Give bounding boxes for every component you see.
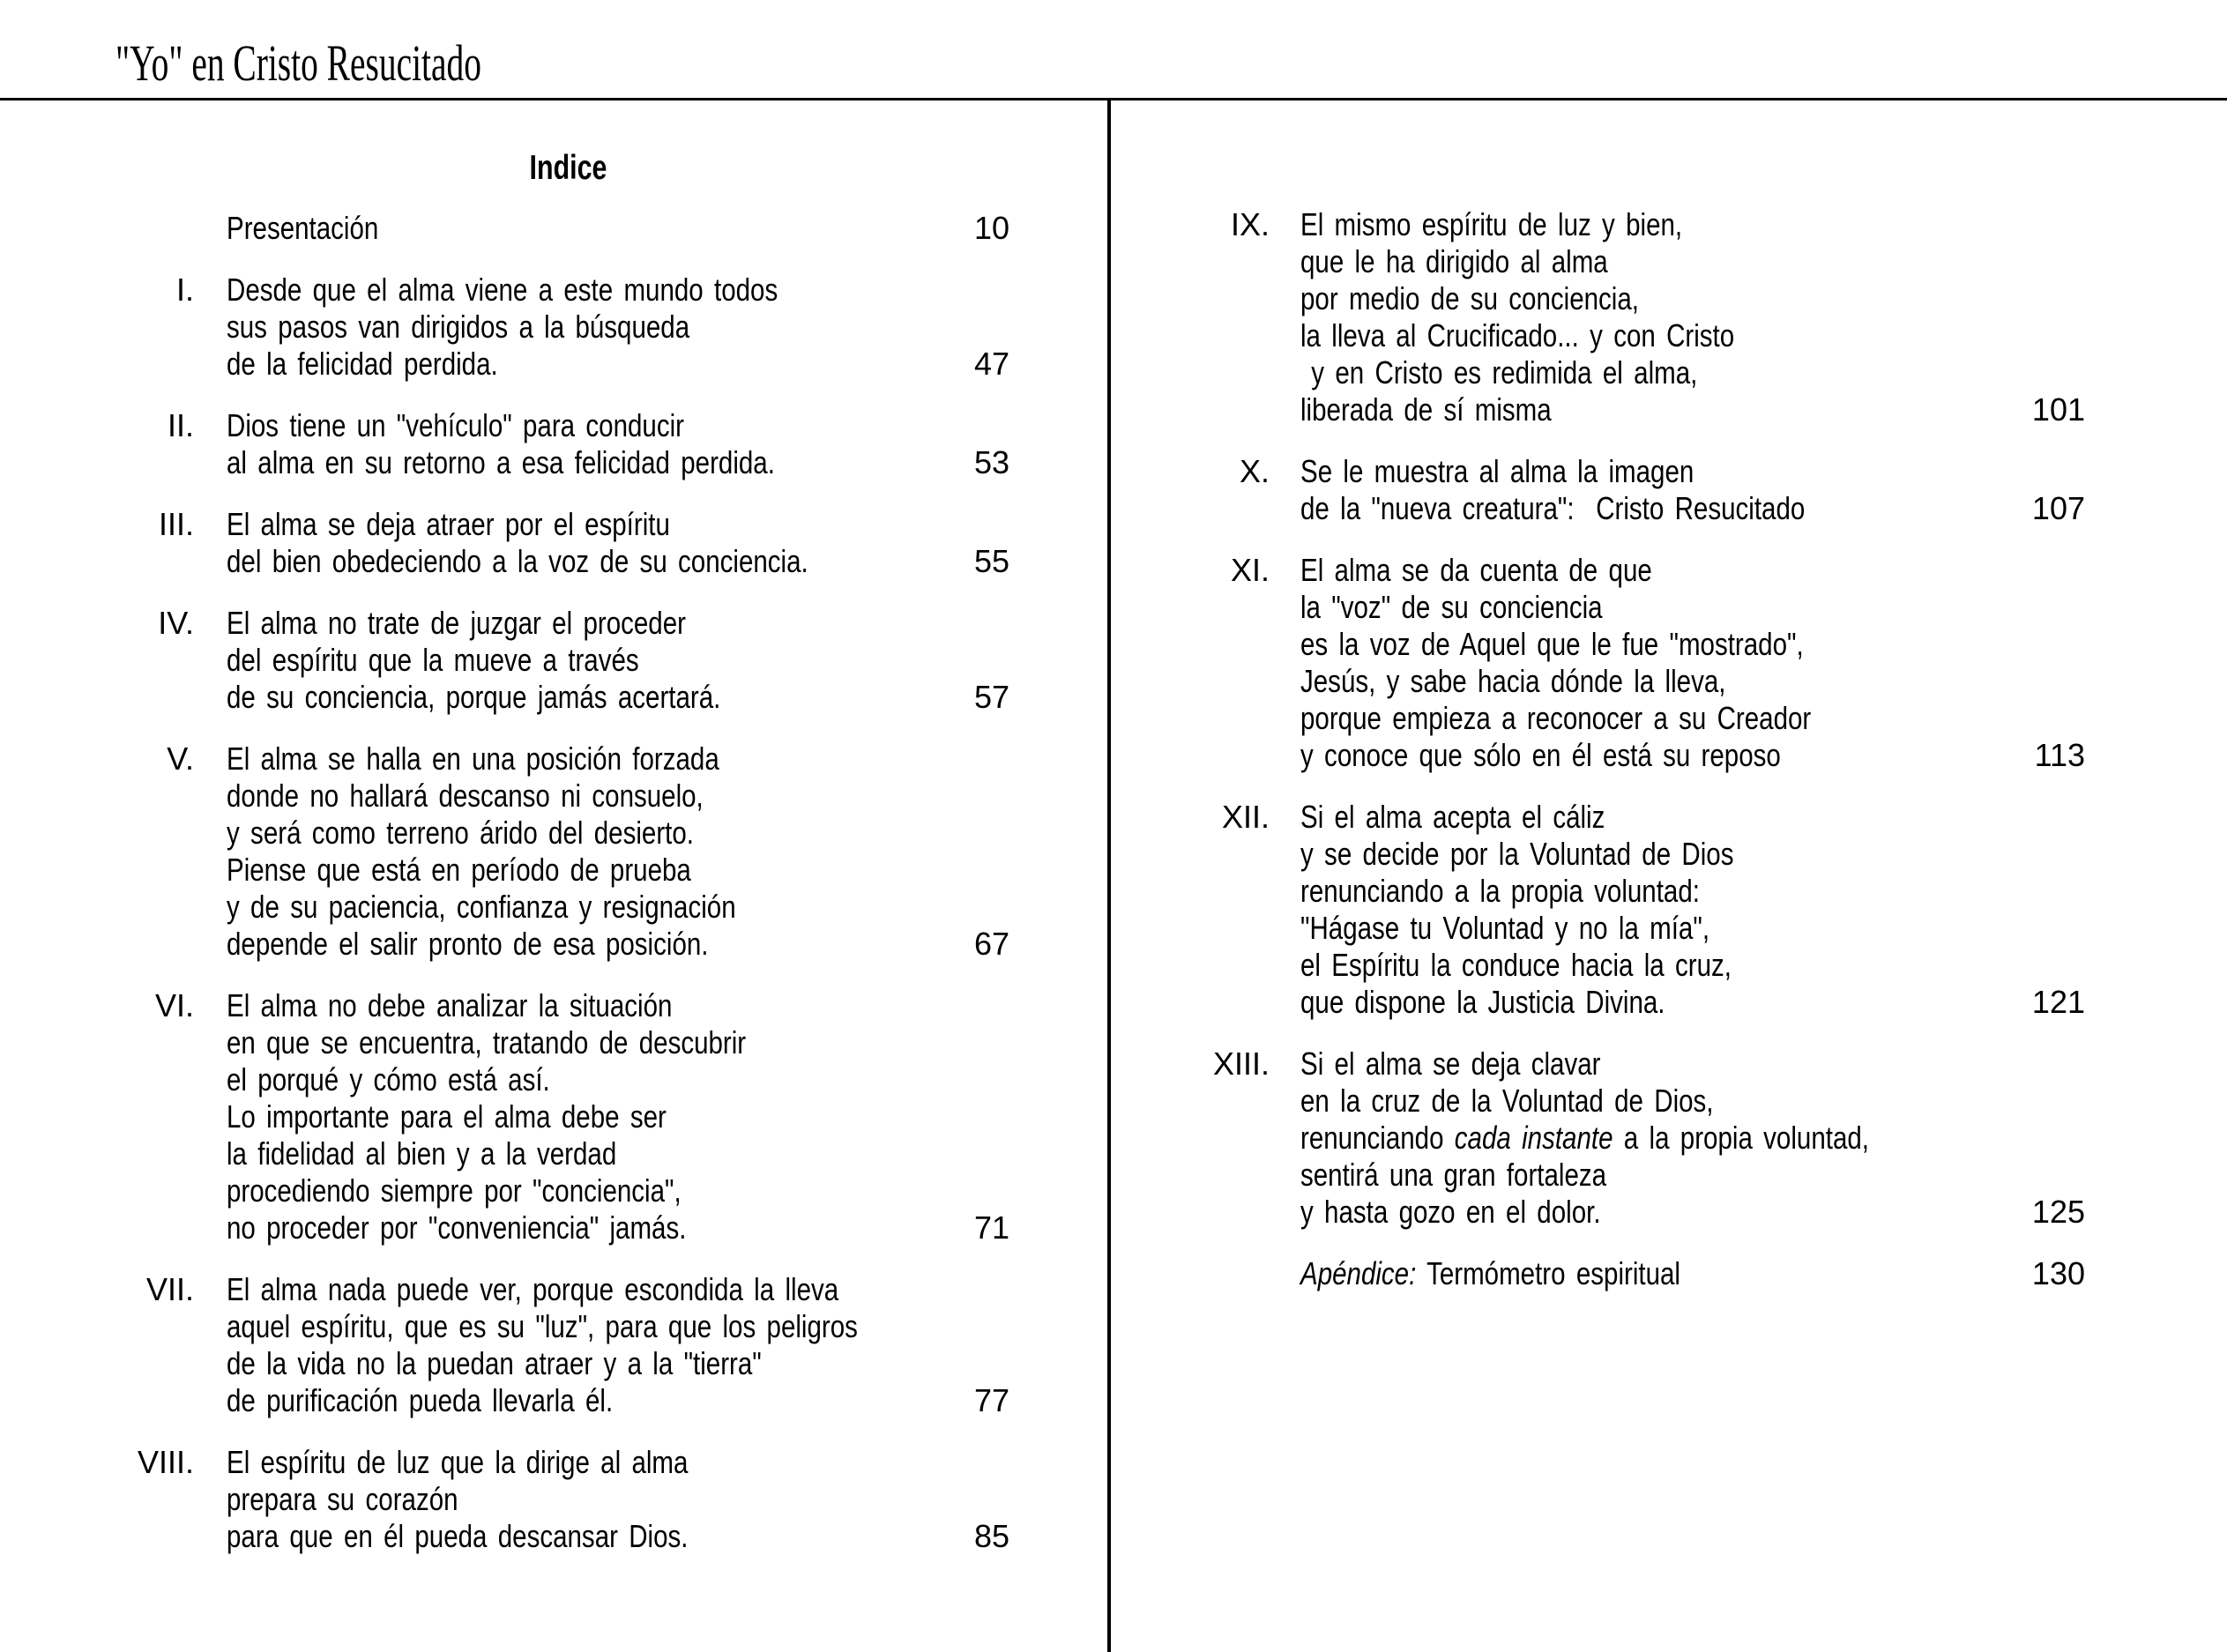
entry-numeral: X.	[1239, 453, 1270, 489]
toc-entry	[88, 987, 1009, 1246]
entry-lines	[1300, 552, 2035, 774]
entry-line: y en Cristo es redimida el alma,	[1300, 354, 1698, 391]
entry-line: y conoce que sólo en él está su reposo	[1300, 737, 1781, 773]
entry-line: Si el alma se deja clavar	[1300, 1046, 1601, 1082]
entry-line: Lo importante para el alma debe ser	[227, 1098, 667, 1135]
entry-line: Si el alma acepta el cáliz	[1300, 799, 1605, 835]
entry-page-number: 55	[973, 543, 1009, 579]
entry-line: porque empieza a reconocer a su Creador	[1300, 700, 1812, 736]
entry-numeral: XII.	[1221, 799, 1270, 835]
toc-entry	[88, 407, 1009, 481]
entry-line: es la voz de Aquel que le fue "mostrado",	[1300, 626, 1804, 662]
entry-numeral: I.	[175, 272, 194, 308]
entry-lines	[1300, 206, 2032, 428]
entry-line: de la "nueva creatura": Cristo Resucitado	[1300, 490, 1806, 526]
entry-line: procediendo siempre por "conciencia",	[227, 1172, 682, 1209]
entry-lines	[227, 987, 974, 1246]
entry-line: el porqué y cómo está así.	[227, 1061, 550, 1098]
toc-column-left	[0, 100, 1107, 1652]
entry-page-number: 121	[2031, 984, 2085, 1020]
entry-numeral: IV.	[158, 605, 194, 641]
entry-page-number: 130	[2031, 1255, 2085, 1291]
entry-page-number: 107	[2031, 490, 2085, 526]
entry-line	[1300, 1120, 1901, 1157]
toc-entry	[1164, 799, 2085, 1021]
entry-line-italic-segment: Apéndice:	[1300, 1255, 1417, 1291]
entry-numeral	[1164, 1255, 1270, 1292]
entry-line: Dios tiene un "vehículo" para conducir	[227, 407, 684, 443]
toc-entry	[88, 1444, 1009, 1555]
entry-page-number: 71	[973, 1209, 1009, 1246]
entry-lines	[227, 407, 974, 481]
toc-entries-right	[1164, 206, 2085, 1292]
entry-numeral: XIII.	[1212, 1046, 1270, 1082]
toc-entry	[88, 506, 1009, 580]
entry-line: Presentación	[227, 210, 379, 246]
entry-line-segment: renunciando	[1300, 1120, 1455, 1156]
entry-line-segment: Termómetro espiritual	[1416, 1255, 1680, 1291]
entry-line: y será como terreno árido del desierto.	[227, 815, 694, 851]
entry-line: y se decide por la Voluntad de Dios	[1300, 836, 1734, 872]
entry-line: al alma en su retorno a esa felicidad perdida.	[227, 444, 775, 480]
entry-line: la lleva al Crucificado... y con Cristo	[1300, 317, 1735, 353]
entry-line: de su conciencia, porque jamás acertará.	[227, 679, 721, 715]
entry-line: El alma no trate de juzgar el proceder	[227, 605, 686, 641]
entry-page-number: 113	[2034, 737, 2085, 773]
entry-lines	[227, 605, 974, 716]
entry-line: de la vida no la puedan atraer y a la "tierra"	[227, 1345, 762, 1381]
entry-line: El espíritu de luz que la dirige al alma	[227, 1444, 689, 1480]
index-heading: Indice	[529, 149, 607, 187]
entry-lines	[1300, 1046, 2032, 1231]
entry-line: El alma se halla en una posición forzada	[227, 740, 719, 777]
entry-page-number: 47	[973, 346, 1009, 382]
entry-numeral: VIII.	[137, 1444, 194, 1480]
entry-line: sentirá una gran fortaleza	[1300, 1157, 1607, 1193]
entry-line: renunciando a la propia voluntad:	[1300, 873, 1700, 909]
entry-line: El mismo espíritu de luz y bien,	[1300, 206, 1683, 242]
toc-entry	[1164, 552, 2085, 774]
entry-page-number: 57	[973, 679, 1009, 715]
entry-line: El alma no debe analizar la situación	[227, 987, 673, 1023]
entry-numeral: VI.	[154, 987, 194, 1023]
entry-page-number: 101	[2031, 391, 2085, 428]
entry-line: en la cruz de la Voluntad de Dios,	[1300, 1083, 1714, 1119]
toc-entry	[88, 210, 1009, 247]
entry-line: la fidelidad al bien y a la verdad	[227, 1135, 617, 1172]
entry-line: El alma se da cuenta de que	[1300, 552, 1652, 588]
entry-line: del bien obedeciendo a la voz de su conciencia.	[227, 543, 808, 579]
entry-line: de purificación pueda llevarla él.	[227, 1382, 614, 1418]
entry-line: aquel espíritu, que es su "luz", para que los peligros	[227, 1308, 858, 1344]
entry-line: "Hágase tu Voluntad y no la mía",	[1300, 910, 1710, 946]
toc-entry	[1164, 1046, 2085, 1231]
entry-lines	[227, 740, 974, 963]
entry-line-italic-segment: cada instante	[1454, 1120, 1613, 1156]
entry-line: en que se encuentra, tratando de descubrir	[227, 1024, 747, 1060]
entry-line	[1300, 1255, 1901, 1292]
entry-lines	[1300, 799, 2032, 1021]
toc-entry	[88, 605, 1009, 716]
entry-line: depende el salir pronto de esa posición.	[227, 926, 709, 962]
entry-line: Piense que está en período de prueba	[227, 852, 691, 888]
entry-line: El alma nada puede ver, porque escondida la lleva	[227, 1271, 839, 1307]
entry-page-number: 10	[973, 210, 1009, 246]
toc-columns	[0, 100, 2227, 1652]
entry-line: sus pasos van dirigidos a la búsqueda	[227, 309, 690, 345]
entry-page-number: 53	[973, 444, 1009, 480]
toc-column-right	[1107, 100, 2227, 1652]
toc-entry	[88, 272, 1009, 383]
entry-line: liberada de sí misma	[1300, 391, 1552, 428]
entry-page-number: 85	[973, 1518, 1009, 1554]
entry-lines	[1300, 453, 2032, 527]
entry-line: la "voz" de su conciencia	[1300, 589, 1603, 625]
entry-lines	[227, 1444, 974, 1555]
entry-line: donde no hallará descanso ni consuelo,	[227, 778, 704, 814]
entry-lines	[227, 210, 974, 247]
entry-line: del espíritu que la mueve a través	[227, 642, 639, 678]
entry-line: y hasta gozo en el dolor.	[1300, 1194, 1601, 1230]
entry-line: por medio de su conciencia,	[1300, 280, 1639, 316]
entry-numeral: II.	[167, 407, 194, 443]
entry-line: para que en él pueda descansar Dios.	[227, 1518, 689, 1554]
entry-line-segment: a la propia voluntad,	[1613, 1120, 1869, 1156]
entry-numeral: VII.	[145, 1271, 194, 1307]
entry-numeral: IX.	[1230, 206, 1270, 242]
entry-line: de la felicidad perdida.	[227, 346, 498, 382]
entry-numeral: XI.	[1230, 552, 1270, 588]
entry-lines	[227, 1271, 974, 1419]
entry-numeral	[88, 210, 194, 247]
entry-line: el Espíritu la conduce hacia la cruz,	[1300, 947, 1732, 983]
entry-line: Desde que el alma viene a este mundo todos	[227, 272, 778, 308]
entry-page-number: 77	[973, 1382, 1009, 1418]
entry-line: Se le muestra al alma la imagen	[1300, 453, 1694, 489]
entry-line: y de su paciencia, confianza y resignación	[227, 889, 736, 925]
toc-entries-left	[88, 210, 1009, 1555]
toc-entry	[88, 740, 1009, 963]
entry-lines	[227, 272, 974, 383]
entry-line: prepara su corazón	[227, 1481, 458, 1517]
page-title: "Yo" en Cristo Resucitado	[115, 34, 481, 92]
entry-numeral: V.	[167, 740, 194, 777]
entry-line: que dispone la Justicia Divina.	[1300, 984, 1665, 1020]
toc-entry	[1164, 206, 2085, 428]
entry-lines	[1300, 1255, 2032, 1292]
entry-line: Jesús, y sabe hacia dónde la lleva,	[1300, 663, 1726, 699]
entry-page-number: 67	[973, 926, 1009, 962]
entry-page-number: 125	[2031, 1194, 2085, 1230]
entry-lines	[227, 506, 974, 580]
entry-line: no proceder por "conveniencia" jamás.	[227, 1209, 687, 1246]
entry-line: El alma se deja atraer por el espíritu	[227, 506, 670, 542]
toc-entry	[88, 1271, 1009, 1419]
entry-numeral: III.	[158, 506, 194, 542]
toc-entry	[1164, 453, 2085, 527]
entry-line: que le ha dirigido al alma	[1300, 243, 1608, 279]
toc-entry	[1164, 1255, 2085, 1292]
